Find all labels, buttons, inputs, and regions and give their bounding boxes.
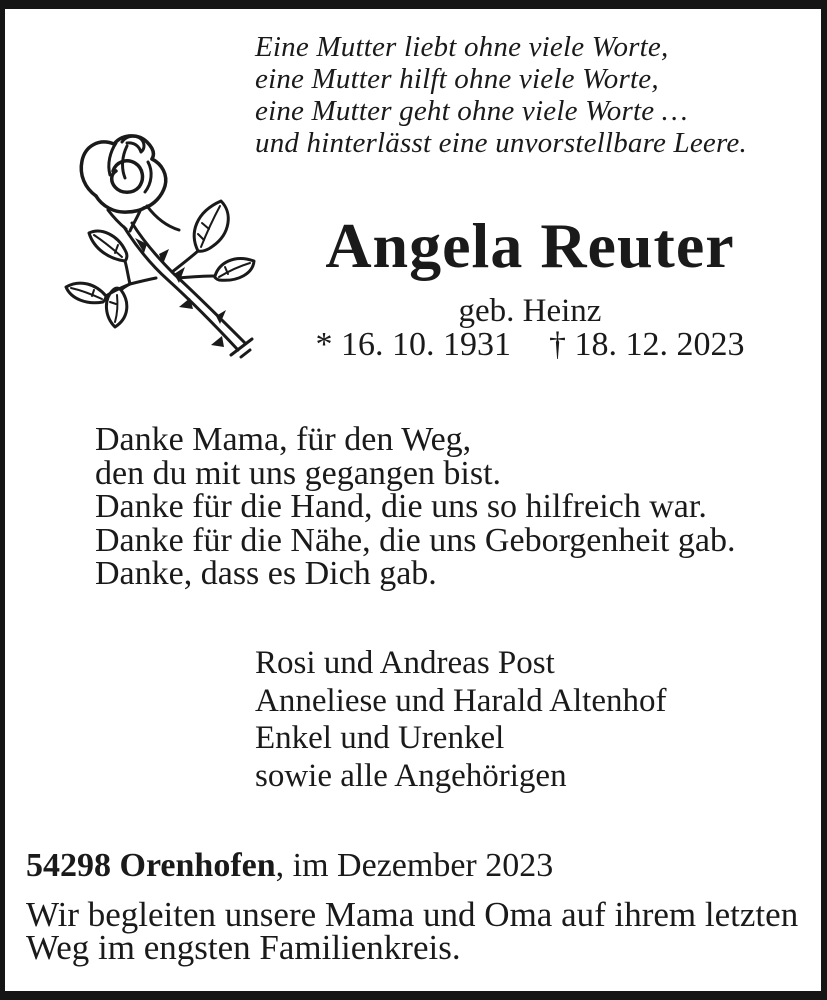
deceased-name: Angela Reuter — [325, 210, 735, 281]
verse-line: eine Mutter geht ohne viele Worte … — [255, 95, 688, 127]
mourner-line: Rosi und Andreas Post — [255, 645, 555, 681]
mourner-line: sowie alle Angehörigen — [255, 757, 567, 794]
thanks-message — [95, 423, 735, 591]
life-dates — [240, 326, 820, 364]
thanks-line: Danke für die Nähe, die uns Geborgenheit gab. — [95, 521, 736, 559]
closing-line: Weg im engsten Familienkreis. — [26, 928, 461, 967]
verse-line: Eine Mutter liebt ohne viele Worte, — [255, 31, 669, 63]
closing-message — [26, 895, 799, 967]
mourner-line: Anneliese und Harald Altenhof — [255, 682, 667, 719]
closing-line: Wir begleiten unsere Mama und Oma auf ihrem letzten — [26, 895, 799, 934]
rose-icon — [52, 126, 272, 371]
mourner-line: Enkel und Urenkel — [255, 720, 505, 756]
place-date-line — [26, 847, 553, 885]
thanks-line: Danke für die Hand, die uns so hilfreich war. — [95, 488, 707, 525]
thanks-line: Danke Mama, für den Weg, — [95, 421, 472, 458]
verse-line: und hinterlässt eine unvorstellbare Leere. — [255, 127, 747, 159]
death-date: † 18. 12. 2023 — [549, 326, 745, 363]
birth-date: * 16. 10. 1931 — [315, 326, 511, 363]
verse-line: eine Mutter hilft ohne viele Worte, — [255, 63, 659, 95]
maiden-name: geb. Heinz — [458, 293, 602, 329]
mourners-list — [255, 645, 666, 795]
thanks-line: Danke, dass es Dich gab. — [95, 555, 437, 592]
thanks-line: den du mit uns gegangen bist. — [95, 454, 502, 492]
memorial-verse — [255, 31, 747, 159]
place: 54298 Orenhofen — [26, 847, 276, 884]
notice-content — [5, 9, 821, 991]
date-text: , im Dezember 2023 — [275, 847, 554, 884]
